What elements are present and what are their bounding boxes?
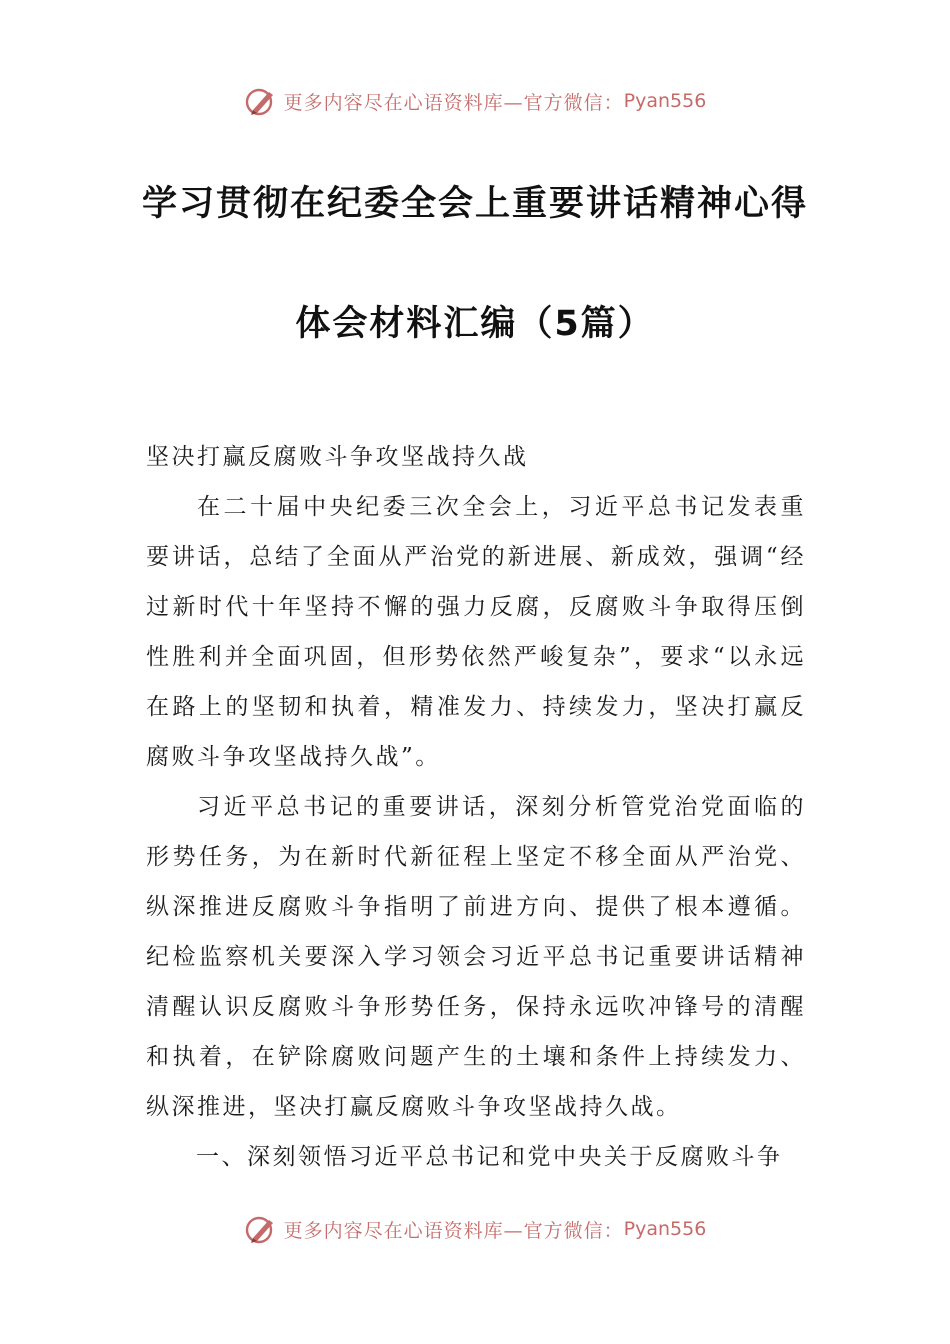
body-paragraph-2: [146, 782, 806, 1132]
section-heading: 坚决打赢反腐败斗争攻坚战持久战: [146, 444, 529, 470]
header-banner: [0, 84, 950, 118]
banner-wechat-id: Pyan556: [623, 1218, 707, 1240]
body-paragraph-3: [146, 1132, 806, 1182]
banner-text: 更多内容尽在心语资料库—官方微信：: [283, 1219, 624, 1242]
body-paragraph-1-text: 在二十届中央纪委三次全会上，习近平总书记发表重要讲话，总结了全面从严治党的新进展、新成效，强调“经过新时代十年坚持不懈的强力反腐，反腐败斗争取得压倒性胜利并全面巩固，但形势依然严峻复杂”，要求“以永远在路上的坚韧和执着，精准发力、持续发力，坚决打赢反腐败斗争攻坚战持久战”。: [146, 494, 806, 770]
banner-wechat-id: Pyan556: [623, 90, 707, 112]
pen-logo-icon: [244, 84, 278, 118]
document-body: [146, 432, 806, 1182]
footer-banner: [0, 1212, 950, 1246]
body-paragraph-1: [146, 482, 806, 782]
pen-logo-icon: [244, 1212, 278, 1246]
body-paragraph-3-text: 一、深刻领悟习近平总书记和党中央关于反腐败斗争: [196, 1144, 783, 1170]
body-paragraph-2-text: 习近平总书记的重要讲话，深刻分析管党治党面临的形势任务，为在新时代新征程上坚定不移全面从严治党、纵深推进反腐败斗争指明了前进方向、提供了根本遵循。纪检监察机关要深入学习领会习近平总书记重要讲话精神清醒认识反腐败斗争形势任务，保持永远吹冲锋号的清醒和执着，在铲除腐败问题产生的土壤和条件上持续发力、纵深推进，坚决打赢反腐败斗争攻坚战持久战。: [146, 794, 806, 1120]
banner-text: 更多内容尽在心语资料库—官方微信：: [283, 91, 624, 114]
document-title-line-2: 体会材料汇编（5篇）: [295, 304, 655, 344]
document-title-line-1: 学习贯彻在纪委全会上重要讲话精神心得: [141, 184, 808, 224]
